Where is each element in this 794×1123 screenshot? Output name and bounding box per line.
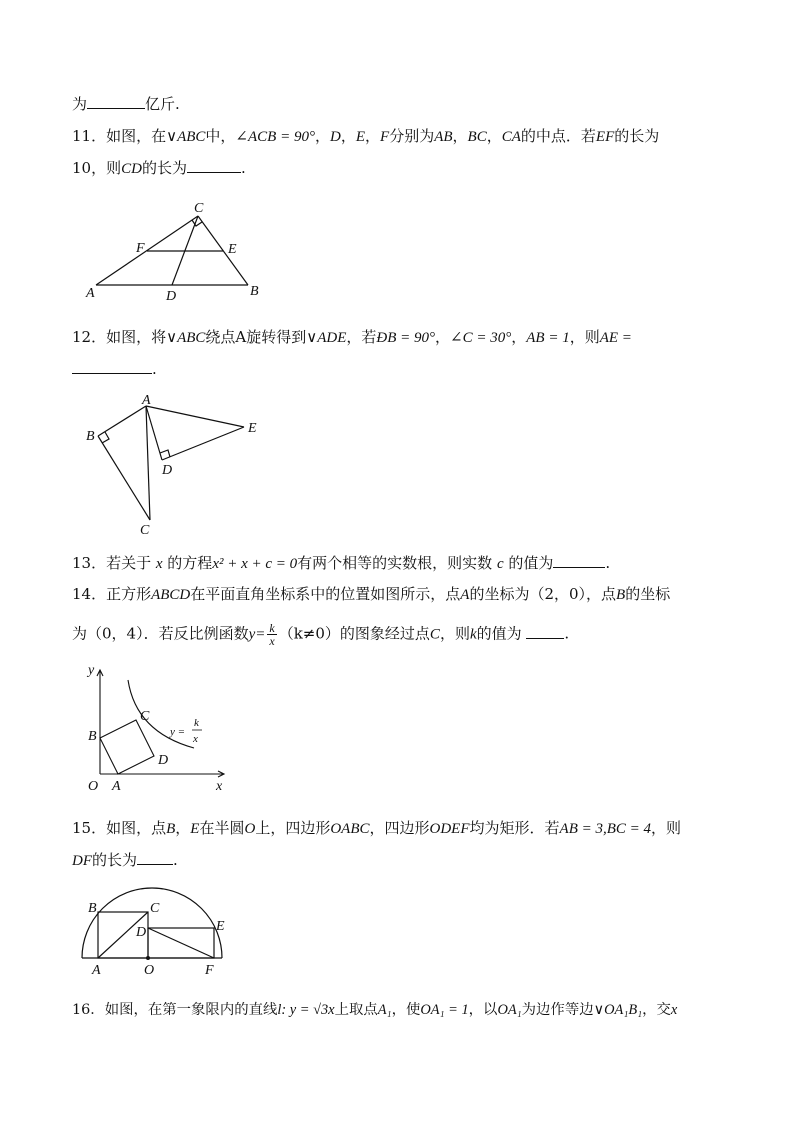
q14-label-x: x [216, 779, 223, 794]
q14-point-c: C [429, 626, 440, 643]
q12-text: 绕点A旋转得到 [205, 328, 307, 346]
q15-semicircle [82, 888, 222, 958]
q13-text: 的方程 [162, 554, 213, 572]
q15-text: 上，四边形 [255, 819, 331, 837]
q11-label-c: C [194, 201, 204, 216]
q13-answer-blank[interactable] [553, 553, 605, 568]
q16-length: OA₁ = 1 [420, 1002, 469, 1018]
q14-frac-num: k [269, 621, 275, 635]
q15-text: ，四边形 [369, 819, 430, 837]
q14-figure [84, 660, 244, 800]
q15-text: ，则 [651, 819, 682, 837]
q14-func-y: y= [248, 626, 266, 643]
q14-square-abcd [100, 720, 154, 774]
q11-text: 10，则 [72, 159, 122, 177]
q15-label-o: O [144, 963, 155, 978]
q11-point-f: F [380, 129, 390, 145]
q14-label-y: y [88, 663, 95, 678]
q12-edge-bc [98, 436, 150, 520]
q15-text: 在半圆 [199, 819, 245, 837]
q12-cond-b: ÐB = 90° [376, 330, 436, 346]
q11-figure [80, 196, 270, 306]
q14-label-o: O [88, 779, 99, 794]
q11-text: 的长为 [614, 127, 660, 145]
q11-angle: ∠ACB = 90° [235, 129, 315, 145]
q15-rect-oabc: OABC [330, 821, 370, 837]
q12-ask: AE = [599, 330, 632, 346]
q15-text: ， [175, 819, 191, 837]
q12-label-e: E [248, 421, 257, 436]
q14-text: 为（0，4）．若反比例函数 [72, 624, 249, 643]
q15-line2 [72, 850, 178, 871]
q16-text: 为边作等边 [521, 1002, 594, 1018]
q14-text: 14．正方形 [72, 585, 152, 603]
q15-answer-blank[interactable] [137, 850, 173, 865]
q11-label-e: E [228, 242, 237, 257]
q11-line2 [72, 158, 246, 179]
q15-center-dot [146, 956, 150, 960]
q13-line [72, 553, 610, 574]
q11-label-f: F [136, 241, 145, 256]
q11-triangle: ∨ABC [166, 129, 206, 145]
q16-seg: OA₁ [497, 1002, 522, 1018]
q14-text: 的值为 [476, 624, 522, 643]
q11-text: ， [486, 127, 502, 145]
q15-text: 15．如图，点 [72, 819, 167, 837]
q15-rect-odef: ODEF [429, 821, 470, 837]
q14-line1 [72, 584, 670, 605]
q15-figure [78, 882, 238, 978]
q12-text: 12．如图，将 [72, 328, 167, 346]
q11-text: 的中点．若 [520, 127, 596, 145]
q12-cond-ab: AB = 1 [526, 330, 570, 346]
q14-frac-den: x [269, 634, 275, 648]
q12-figure [84, 392, 274, 542]
q12-label-a: A [142, 393, 151, 408]
q10-tail [72, 94, 180, 114]
q12-label-d: D [162, 463, 173, 478]
q14-text: . [564, 624, 570, 643]
q13-text: 有两个相等的实数根，则实数 [297, 554, 497, 572]
q15-text: 的长为 [92, 851, 138, 869]
q11-text: 11．如图，在 [72, 127, 167, 145]
q15-text: 均为矩形．若 [469, 819, 560, 837]
q13-var-c: c [496, 556, 504, 572]
q11-seg-ef: EF [595, 129, 615, 145]
q14-text: 的坐标为（2，0），点 [469, 585, 617, 603]
q13-var-x: x [155, 556, 163, 572]
q12-text: ，则 [569, 328, 600, 346]
q15-label-e: E [216, 919, 225, 934]
q14-text: 的坐标 [625, 585, 671, 603]
q15-label-d: D [136, 925, 147, 940]
q12-edge-ac [146, 406, 150, 520]
q13-text: 的值为 [503, 554, 554, 572]
q12-line1 [72, 327, 632, 348]
q12-right-angle-d [160, 450, 170, 457]
q12-label-b: B [86, 429, 95, 444]
q14-line2 [72, 622, 569, 647]
q14-fraction [267, 622, 276, 647]
q12-text: . [152, 360, 157, 378]
q14-condition: （k≠0） [278, 624, 340, 643]
q11-point-e: E [355, 129, 365, 145]
q12-edge-ab [98, 406, 146, 436]
q11-label-b: B [250, 284, 259, 299]
q12-answer-blank[interactable] [72, 359, 152, 374]
q13-text: 13．若关于 [72, 554, 156, 572]
q13-text: . [605, 554, 611, 572]
q12-edge-ae [146, 406, 244, 427]
q12-text: ，若 [346, 328, 377, 346]
q14-text: ，则 [439, 624, 470, 643]
q15-diag-df [148, 928, 214, 958]
q16-var-x: x [670, 1002, 678, 1018]
q13-equation: x² + x + c = 0 [212, 556, 298, 572]
q11-text: ， [365, 127, 381, 145]
q12-right-angle-b [102, 432, 109, 443]
q12-text: ， [511, 328, 527, 346]
q12-line2 [72, 359, 157, 379]
q15-label-b: B [88, 901, 97, 916]
q14-answer-blank[interactable] [526, 624, 564, 639]
q14-label-a: A [112, 779, 121, 794]
q15-text: . [173, 851, 178, 869]
q10-text-pre: 为 [72, 95, 88, 113]
q11-label-a: A [86, 286, 95, 301]
q14-curve-k: k [194, 717, 199, 729]
q15-line1 [72, 818, 681, 839]
q14-text: 在平面直角坐标系中的位置如图所示，点 [190, 585, 461, 603]
q15-condition: AB = 3,BC = 4 [559, 821, 652, 837]
q16-text: ，以 [468, 1002, 498, 1018]
q11-text: . [240, 159, 246, 177]
q15-seg-df: DF [72, 853, 92, 869]
q11-text: ， [340, 127, 356, 145]
q14-square: ABCD [151, 587, 191, 603]
q16-text: ，交 [642, 1002, 671, 1018]
q16-triangle: ∨OA₁B₁ [593, 1002, 643, 1018]
q12-edge-ad [146, 406, 162, 460]
q14-point-b: B [616, 587, 626, 603]
q16-line-eq: l: y = √3x [277, 1002, 335, 1018]
q11-point-d: D [329, 129, 341, 145]
q12-triangle-ade: ∨ADE [306, 330, 347, 346]
q11-text: 分别为 [389, 127, 435, 145]
q12-triangle-abc: ∨ABC [166, 330, 206, 346]
q11-label-d: D [166, 289, 177, 304]
q15-label-f: F [205, 963, 214, 978]
q11-line1 [72, 126, 659, 147]
q14-point-a: A [460, 587, 470, 603]
q14-curve-y: y = [170, 726, 186, 738]
q10-text-post: 亿斤. [145, 95, 180, 113]
q10-answer-blank[interactable] [87, 94, 145, 109]
q16-point-a1: A₁ [377, 1002, 392, 1018]
q15-point-b: B [166, 821, 176, 837]
q12-edge-de [162, 427, 244, 460]
q11-seg-bc: BC [467, 129, 487, 145]
q11-seg-cd: CD [121, 161, 142, 177]
q14-label-c: C [140, 709, 150, 724]
q14-label-b: B [88, 729, 97, 744]
q15-point-e: E [190, 821, 200, 837]
q11-seg-ca: CA [501, 129, 521, 145]
q12-cond-c: ∠C = 30° [450, 330, 512, 346]
q15-label-c: C [150, 901, 160, 916]
q11-text: 中， [205, 127, 236, 145]
q11-text: ， [452, 127, 468, 145]
q12-text: ， [435, 328, 451, 346]
q15-point-o: O [244, 821, 256, 837]
q11-seg-ab: AB [434, 129, 453, 145]
q11-text: ， [314, 127, 330, 145]
q12-label-c: C [140, 523, 150, 538]
q11-answer-blank[interactable] [187, 158, 241, 173]
q16-text: 16．如图，在第一象限内的直线 [72, 1002, 278, 1018]
q16-line [72, 1000, 677, 1020]
q16-text: ，使 [391, 1002, 421, 1018]
q11-text: 的长为 [141, 159, 187, 177]
q14-var-k: k [469, 626, 477, 643]
q11-right-angle-mark [192, 220, 202, 226]
q15-label-a: A [92, 963, 101, 978]
q14-text: 的图象经过点 [339, 624, 430, 643]
q14-curve-x: x [193, 733, 198, 745]
q16-text: 上取点 [334, 1002, 378, 1018]
q14-label-d: D [158, 753, 169, 768]
